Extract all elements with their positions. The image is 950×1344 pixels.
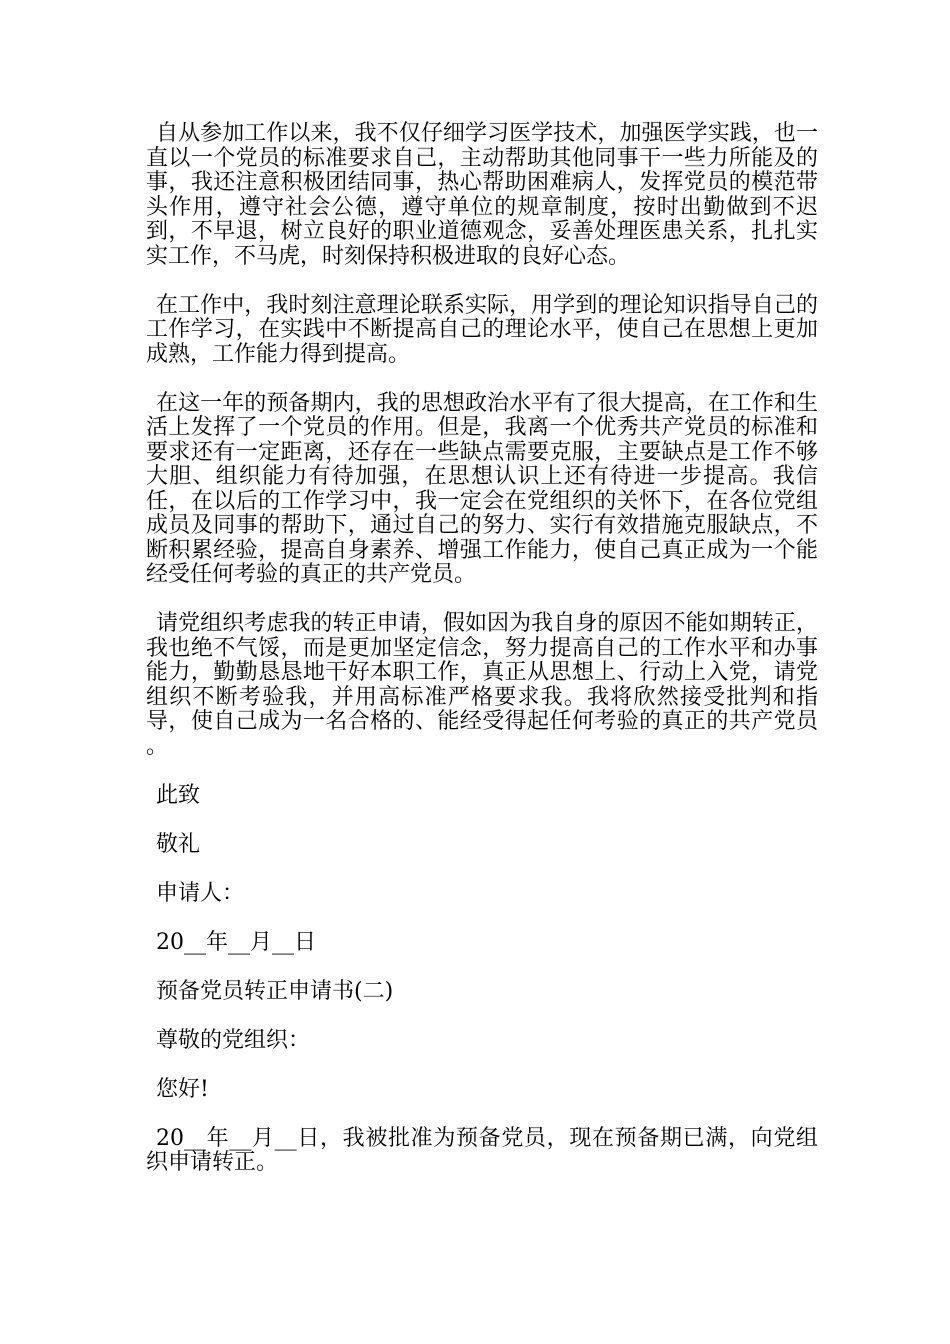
paragraph-probation-reflection: 在这一年的预备期内，我的思想政治水平有了很大提高，在工作和生活上发挥了一个党员的作用。但是，我离一个优秀共产党员的标准和要求还有一定距离，还存在一些缺点需要克服，主要缺点是工作不够大胆、组织能力有待加强，在思想认识上还有待进一步提高。我信任，在以后的工作学习中，我一定会在党组织的关怀下，在各位党组成员及同事的帮助下，通过自己的努力、实行有效措施克服缺点，不断积累经验，提高自身素养、增强工作能力，使自己真正成为一个能经受任何考验的真正的共产党员。 (146, 390, 818, 587)
greeting-line: 您好! (156, 1076, 209, 1102)
date-line: 20__年__月__日 (156, 929, 316, 955)
document-body (146, 122, 818, 1200)
salute-line: 敬礼 (156, 831, 201, 857)
paragraph-approval-date: 20__年__月__日，我被批准为预备党员，现在预备期已满，向党组织申请转正。 (146, 1125, 818, 1175)
paragraph-request-review: 请党组织考虑我的转正申请，假如因为我自身的原因不能如期转正，我也绝不气馁，而是更加坚定信念，努力提高自己的工作水平和办事能力，勤勤恳恳地干好本职工作，真正从思想上、行动上入党，请党组织不断考验我，并用高标准严格要求我。我将欣然接受批判和指导，使自己成为一名合格的、能经受得起任何考验的真正的共产党员 。 (146, 611, 818, 759)
closing-line: 此致 (156, 782, 201, 808)
salutation-line: 尊敬的党组织： (156, 1027, 311, 1053)
paragraph-theory-practice: 在工作中，我时刻注意理论联系实际，用学到的理论知识指导自己的工作学习，在实践中不断提高自己的理论水平，使自己在思想上更加成熟，工作能力得到提高。 (146, 292, 818, 367)
second-document-title: 预备党员转正申请书(二) (156, 978, 394, 1004)
applicant-line: 申请人： (156, 880, 245, 906)
paragraph-work-conduct: 自从参加工作以来，我不仅仔细学习医学技术，加强医学实践，也一直以一个党员的标准要求自己，主动帮助其他同事干一些力所能及的事，我还注意积极团结同事，热心帮助困难病人，发挥党员的模范带头作用，遵守社会公德，遵守单位的规章制度，按时出勤做到不迟到，不早退，树立良好的职业道德观念，妥善处理医患关系，扎扎实实工作，不马虎，时刻保持积极进取的良好心态。 (146, 121, 818, 269)
